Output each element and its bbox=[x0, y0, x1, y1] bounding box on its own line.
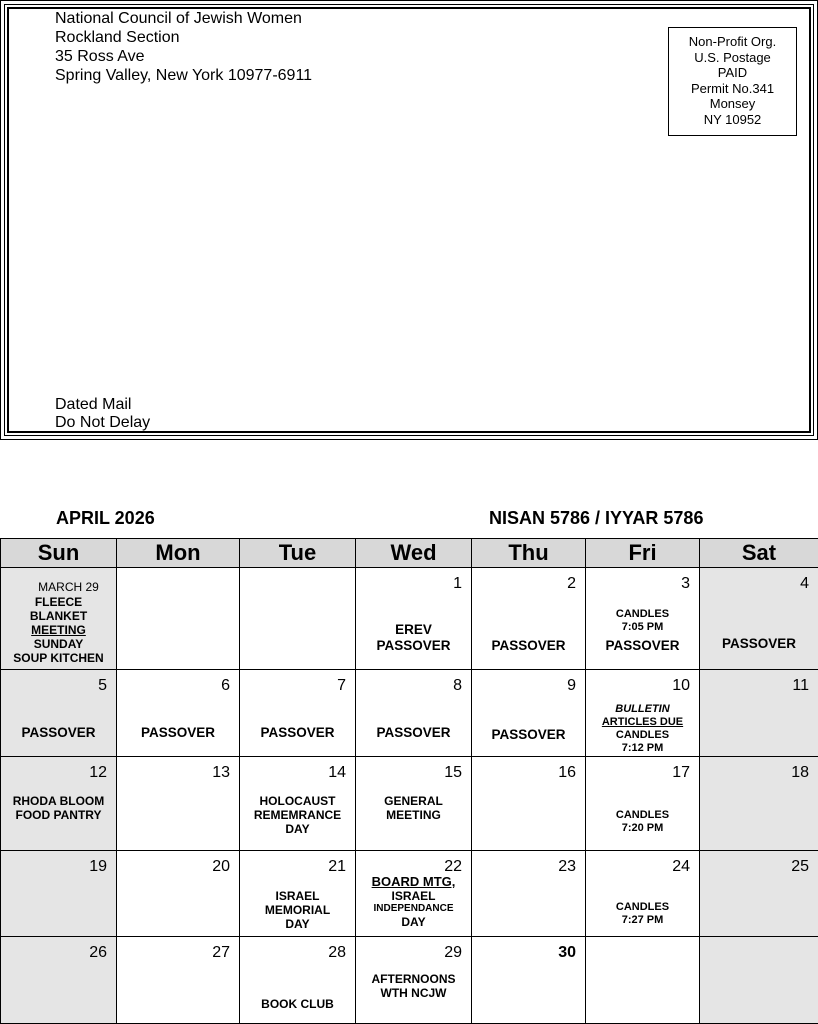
postage-line: Monsey bbox=[709, 96, 756, 111]
day-number: 7 bbox=[337, 677, 346, 694]
weekday-sat: Sat bbox=[700, 539, 818, 568]
day-cell-12 bbox=[1, 757, 117, 851]
day-cell-1 bbox=[356, 568, 472, 670]
day-number: 3 bbox=[681, 575, 690, 592]
day-cell-empty bbox=[700, 937, 818, 1024]
day-number: 28 bbox=[328, 944, 346, 961]
day-cell-10 bbox=[586, 670, 700, 757]
event-line: SUNDAY bbox=[33, 637, 84, 651]
holocaust-day-event bbox=[240, 794, 355, 836]
day-cell-29 bbox=[356, 937, 472, 1024]
event-line: DAY bbox=[285, 917, 310, 931]
general-meeting-event bbox=[356, 794, 471, 822]
day-cell-mar29 bbox=[1, 568, 117, 670]
day-number: 25 bbox=[791, 858, 809, 875]
postage-line: U.S. Postage bbox=[694, 49, 771, 65]
notice-line: Dated Mail bbox=[55, 396, 132, 413]
event-line: DAY bbox=[401, 915, 426, 929]
day-cell-empty bbox=[240, 568, 356, 670]
day-number: 12 bbox=[89, 764, 107, 781]
day-number: 4 bbox=[800, 575, 809, 592]
passover-event: PASSOVER bbox=[260, 725, 335, 740]
book-club-event: BOOK CLUB bbox=[261, 997, 334, 1011]
candles-event bbox=[586, 809, 699, 835]
day-cell-14 bbox=[240, 757, 356, 851]
day-cell-28 bbox=[240, 937, 356, 1024]
event-line: MEETING bbox=[31, 623, 86, 637]
event-line: 7:20 PM bbox=[621, 822, 664, 834]
event-line: GENERAL bbox=[384, 794, 443, 808]
event-line: REMEMRANCE bbox=[253, 808, 342, 822]
passover-event: PASSOVER bbox=[721, 636, 797, 651]
day-cell-4 bbox=[700, 568, 818, 670]
day-number: 10 bbox=[672, 677, 690, 694]
event-line: HOLOCAUST bbox=[259, 794, 336, 808]
calendar-week bbox=[1, 937, 818, 1024]
day-cell-26 bbox=[1, 937, 117, 1024]
calendar-week bbox=[1, 568, 818, 670]
day-number: 16 bbox=[558, 764, 576, 781]
org-street: 35 Ross Ave bbox=[55, 48, 145, 65]
day-cell-15 bbox=[356, 757, 472, 851]
event-line: BLANKET bbox=[29, 609, 88, 623]
return-address bbox=[55, 9, 312, 85]
passover-event: PASSOVER bbox=[376, 725, 451, 740]
board-meeting-event bbox=[356, 874, 471, 929]
day-number: 29 bbox=[444, 944, 462, 961]
passover-event: PASSOVER bbox=[605, 638, 680, 653]
event-line: BOARD MTG, bbox=[371, 874, 456, 889]
notice-line: Do Not Delay bbox=[55, 414, 151, 431]
event-line: RHODA BLOOM bbox=[12, 794, 105, 808]
event-line: CANDLES bbox=[615, 901, 670, 913]
event-line: ISRAEL bbox=[391, 889, 436, 903]
day-number: 17 bbox=[672, 764, 690, 781]
day-number: 9 bbox=[567, 677, 576, 694]
candles-event bbox=[586, 608, 699, 634]
postage-line: NY 10952 bbox=[703, 111, 762, 127]
event-line: MEMORIAL bbox=[264, 903, 331, 917]
calendar-week bbox=[1, 670, 818, 757]
event-line: AFTERNOONS bbox=[371, 972, 456, 986]
event-line: CANDLES bbox=[615, 809, 670, 821]
dated-mail-notice bbox=[55, 396, 150, 432]
calendar-week bbox=[1, 757, 818, 851]
passover-event: PASSOVER bbox=[140, 725, 216, 740]
event-line: DAY bbox=[285, 822, 310, 836]
day-cell-2 bbox=[472, 568, 586, 670]
day-cell-11 bbox=[700, 670, 818, 757]
weekday-sun: Sun bbox=[1, 539, 117, 568]
day-number: 24 bbox=[672, 858, 690, 875]
day-number: 23 bbox=[558, 858, 576, 875]
postage-indicia bbox=[668, 27, 797, 136]
postage-line: Permit No.341 bbox=[690, 80, 775, 96]
day-cell-27 bbox=[117, 937, 240, 1024]
event-line: SOUP KITCHEN bbox=[13, 651, 104, 665]
day-number: 20 bbox=[212, 858, 230, 875]
passover-event: PASSOVER bbox=[491, 638, 566, 653]
event-line: ARTICLES DUE bbox=[601, 716, 684, 728]
day-cell-21 bbox=[240, 851, 356, 937]
israel-memorial-day-event bbox=[240, 889, 355, 931]
day-cell-3 bbox=[586, 568, 700, 670]
day-number: 21 bbox=[328, 858, 346, 875]
day-cell-20 bbox=[117, 851, 240, 937]
day-number: 13 bbox=[212, 764, 230, 781]
postage-line: PAID bbox=[717, 65, 748, 80]
day-cell-22 bbox=[356, 851, 472, 937]
bulletin-event bbox=[586, 703, 699, 755]
day-cell-empty bbox=[117, 568, 240, 670]
event-line: 7:12 PM bbox=[621, 742, 664, 754]
day-number: 11 bbox=[792, 677, 809, 694]
event-line: ISRAEL bbox=[275, 889, 320, 903]
event-line: FLEECE bbox=[34, 595, 83, 609]
day-number: 30 bbox=[558, 944, 576, 961]
event-line: INDEPENDANCE bbox=[373, 903, 454, 914]
day-number: 5 bbox=[98, 677, 107, 694]
day-cell-25 bbox=[700, 851, 818, 937]
afternoons-event bbox=[356, 972, 471, 1000]
day-cell-13 bbox=[117, 757, 240, 851]
weekday-fri: Fri bbox=[586, 539, 700, 568]
event-line: FOOD PANTRY bbox=[15, 808, 102, 822]
weekday-tue: Tue bbox=[240, 539, 356, 568]
event-line: 7:27 PM bbox=[621, 914, 664, 926]
day-cell-9 bbox=[472, 670, 586, 757]
calendar-grid bbox=[0, 538, 818, 1024]
weekday-thu: Thu bbox=[472, 539, 586, 568]
day-number: 2 bbox=[567, 575, 576, 592]
day-number: 18 bbox=[791, 764, 809, 781]
day-number: 26 bbox=[89, 944, 107, 961]
fleece-event bbox=[1, 595, 116, 665]
calendar-hebrew-month-title: NISAN 5786 / IYYAR 5786 bbox=[489, 508, 704, 528]
event-line: CANDLES bbox=[615, 729, 670, 741]
org-city: Spring Valley, New York 10977-6911 bbox=[55, 67, 313, 84]
event-line: WTH NCJW bbox=[380, 986, 447, 1000]
day-number: 14 bbox=[328, 764, 346, 781]
event-line: BULLETIN bbox=[615, 703, 670, 715]
day-number: 1 bbox=[453, 575, 462, 592]
day-number: 27 bbox=[212, 944, 230, 961]
day-cell-30 bbox=[472, 937, 586, 1024]
postage-line: Non-Profit Org. bbox=[688, 34, 777, 49]
weekday-wed: Wed bbox=[356, 539, 472, 568]
rhoda-bloom-event bbox=[1, 794, 116, 822]
march-29-label: MARCH 29 bbox=[38, 580, 99, 594]
org-section: Rockland Section bbox=[55, 29, 180, 46]
event-line: EREV bbox=[395, 622, 432, 637]
day-number: 8 bbox=[453, 677, 462, 694]
passover-event: PASSOVER bbox=[491, 727, 566, 742]
day-number: 19 bbox=[89, 858, 107, 875]
event-line: MEETING bbox=[386, 808, 441, 822]
calendar-month-title: APRIL 2026 bbox=[56, 508, 155, 528]
day-number: 15 bbox=[444, 764, 462, 781]
day-cell-17 bbox=[586, 757, 700, 851]
day-cell-5 bbox=[1, 670, 117, 757]
day-cell-24 bbox=[586, 851, 700, 937]
erev-passover-event bbox=[356, 622, 471, 654]
day-cell-18 bbox=[700, 757, 818, 851]
day-cell-23 bbox=[472, 851, 586, 937]
org-name: National Council of Jewish Women bbox=[55, 10, 302, 27]
weekday-header-row bbox=[1, 539, 818, 568]
day-cell-7 bbox=[240, 670, 356, 757]
calendar-week bbox=[1, 851, 818, 937]
event-line: PASSOVER bbox=[376, 638, 451, 653]
event-line: 7:05 PM bbox=[621, 621, 664, 633]
day-cell-19 bbox=[1, 851, 117, 937]
day-number: 22 bbox=[444, 858, 462, 875]
weekday-mon: Mon bbox=[117, 539, 240, 568]
day-cell-16 bbox=[472, 757, 586, 851]
event-line: CANDLES bbox=[615, 608, 670, 620]
passover-event: PASSOVER bbox=[21, 725, 96, 740]
day-cell-empty bbox=[586, 937, 700, 1024]
day-number: 6 bbox=[221, 677, 230, 694]
candles-event bbox=[586, 901, 699, 927]
day-cell-8 bbox=[356, 670, 472, 757]
day-cell-6 bbox=[117, 670, 240, 757]
